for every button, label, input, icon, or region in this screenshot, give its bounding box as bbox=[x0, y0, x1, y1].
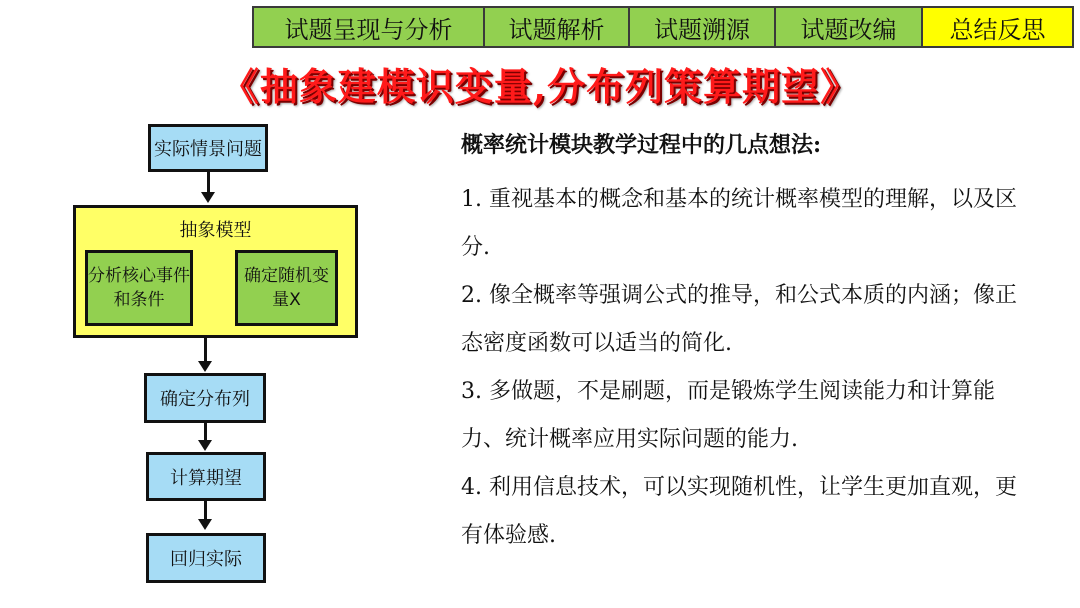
flow-step-return-reality: 回归实际 bbox=[146, 533, 266, 583]
flow-arrow-3 bbox=[204, 423, 207, 441]
tab-origin[interactable]: 试题溯源 bbox=[630, 8, 776, 46]
flow-step-expectation: 计算期望 bbox=[146, 452, 266, 501]
flow-group-label: 抽象模型 bbox=[179, 220, 252, 241]
page-title: 《抽象建模识变量,分布列策算期望》 bbox=[220, 64, 860, 109]
teaching-notes bbox=[461, 128, 1021, 560]
notes-item: 4. 利用信息技术，可以实现随机性，让学生更加直观，更有体验感. bbox=[461, 475, 1017, 548]
tab-adaptation[interactable]: 试题改编 bbox=[776, 8, 923, 46]
notes-item: 2. 像全概率等强调公式的推导，和公式本质的内涵；像正态密度函数可以适当的简化. bbox=[461, 283, 1017, 356]
flow-inner-analyze-events: 分析核心事件和条件 bbox=[85, 250, 193, 326]
notes-item: 3. 多做题，不是刷题，而是锻炼学生阅读能力和计算能力、统计概率应用实际问题的能力. bbox=[461, 379, 995, 452]
flowchart bbox=[34, 112, 380, 592]
flow-inner-random-variable: 确定随机变量X bbox=[235, 250, 338, 326]
tab-summary[interactable]: 总结反思 bbox=[923, 8, 1072, 46]
flow-arrow-1 bbox=[207, 172, 210, 193]
flow-step-distribution: 确定分布列 bbox=[144, 373, 266, 423]
top-nav bbox=[252, 6, 1074, 48]
flow-arrow-2 bbox=[204, 338, 207, 362]
flow-arrow-4 bbox=[204, 501, 207, 520]
tab-solution[interactable]: 试题解析 bbox=[485, 8, 630, 46]
notes-heading: 概率统计模块教学过程中的几点想法: bbox=[461, 132, 822, 158]
notes-item: 1. 重视基本的概念和基本的统计概率模型的理解，以及区分. bbox=[461, 187, 1017, 260]
flow-group-abstract-model bbox=[73, 205, 358, 338]
flow-step-real-problem: 实际情景问题 bbox=[148, 124, 268, 172]
tab-problem-analysis[interactable]: 试题呈现与分析 bbox=[254, 8, 485, 46]
